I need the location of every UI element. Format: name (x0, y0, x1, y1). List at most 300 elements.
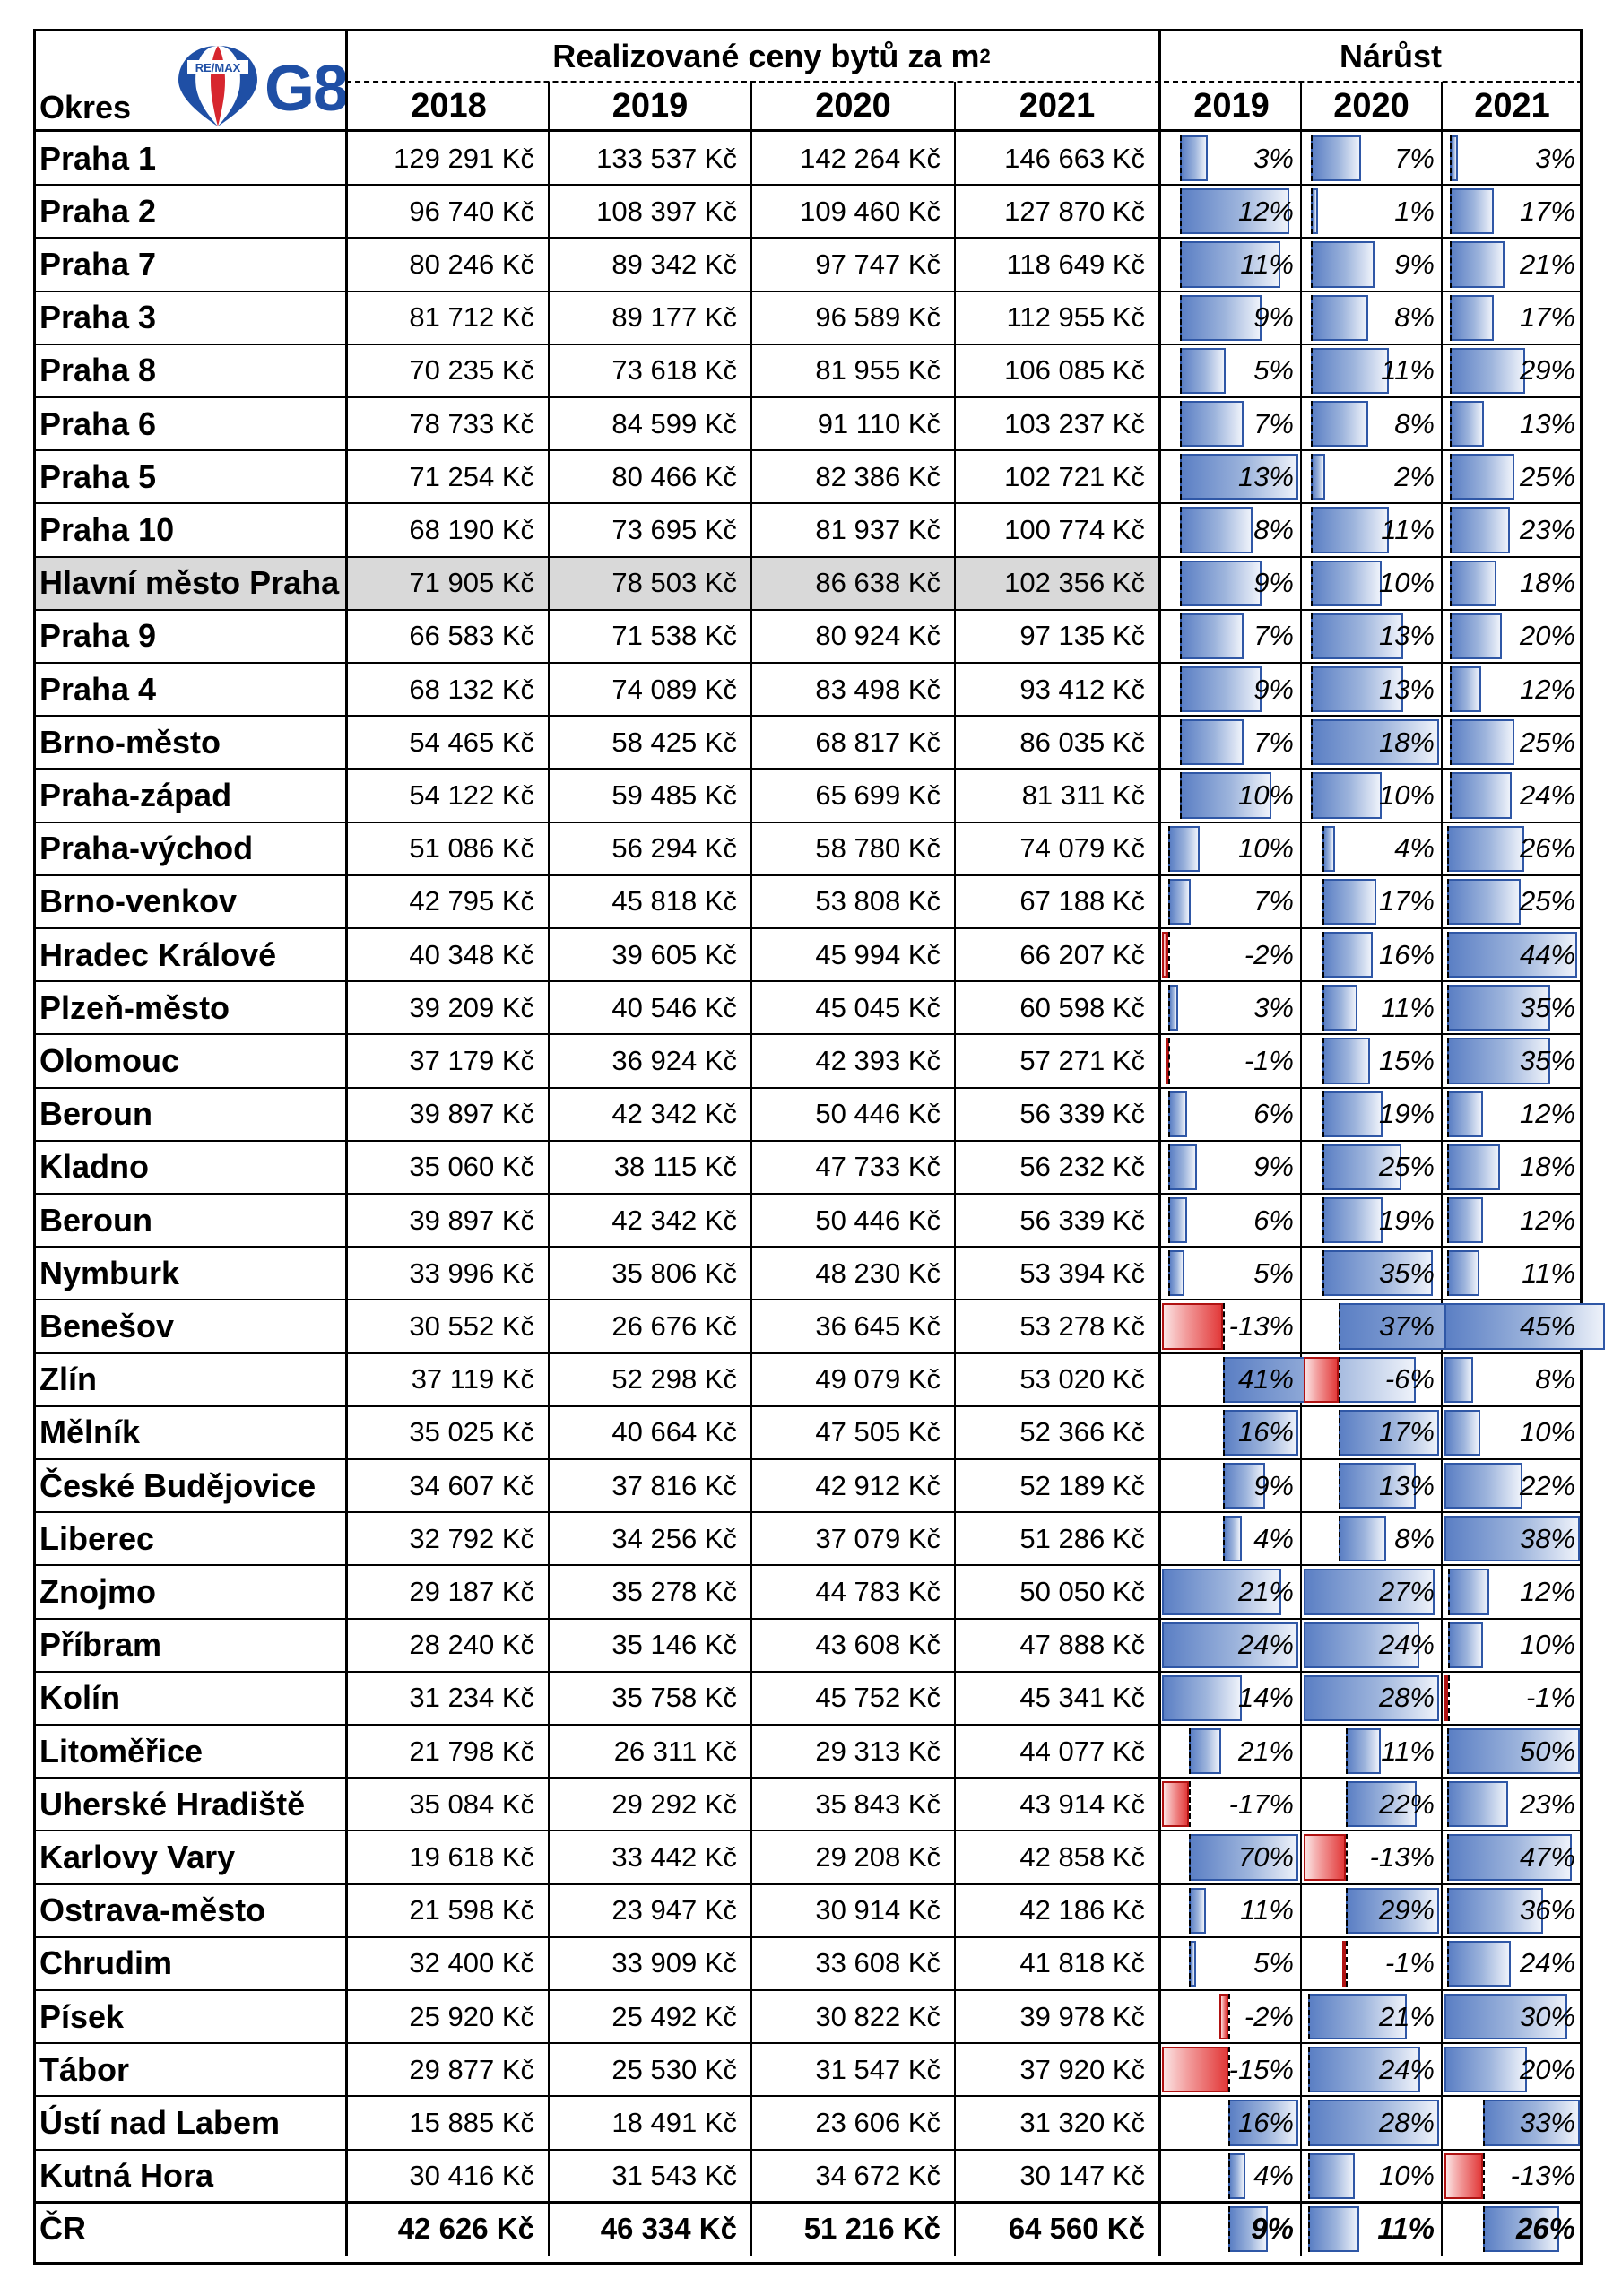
price-cell: 21 798 Kč (409, 1735, 534, 1767)
district-name: Kladno (39, 1148, 149, 1186)
zero-axis (1311, 135, 1313, 181)
zero-axis (1448, 1675, 1450, 1721)
price-cell: 30 147 Kč (1019, 2160, 1145, 2192)
price-cell: 89 177 Kč (611, 301, 737, 334)
growth-percent: 13% (1378, 1469, 1435, 1501)
district-name: Tábor (39, 2050, 130, 2088)
price-cell: 102 356 Kč (1004, 567, 1145, 599)
price-cell: 100 774 Kč (1004, 513, 1145, 545)
price-year-header: 2021 (1019, 86, 1096, 125)
district-name: Praha 3 (39, 299, 157, 336)
table-row (36, 1353, 1580, 1406)
zero-axis (1308, 2206, 1310, 2252)
zero-axis (1168, 1038, 1170, 1083)
table-row (36, 1247, 1580, 1300)
growth-percent: 18% (1519, 567, 1575, 599)
column-divider (750, 82, 752, 2256)
growth-percent: 11% (1240, 248, 1294, 280)
zero-axis (1228, 2047, 1230, 2092)
price-cell: 50 050 Kč (1019, 1575, 1145, 1607)
growth-percent: 16% (1237, 1416, 1294, 1448)
zero-axis (1311, 772, 1313, 818)
zero-axis (1223, 1410, 1225, 1456)
district-name: Zlín (39, 1361, 97, 1398)
price-cell: 96 589 Kč (815, 301, 941, 334)
growth-year-header: 2019 (1193, 86, 1270, 125)
district-name: Ústí nad Labem (39, 2103, 281, 2141)
price-cell: 42 626 Kč (397, 2212, 534, 2246)
growth-percent: 8% (1394, 407, 1435, 439)
zero-axis (1450, 772, 1452, 818)
zero-axis (1223, 1357, 1225, 1403)
growth-percent: 14% (1237, 1682, 1294, 1714)
growth-percent: 18% (1378, 726, 1435, 758)
price-cell: 108 397 Kč (596, 195, 737, 227)
growth-percent: 12% (1519, 1098, 1575, 1130)
zero-axis (1447, 1781, 1449, 1827)
price-cell: 32 792 Kč (409, 1522, 534, 1554)
price-cell: 40 546 Kč (611, 991, 737, 1023)
price-cell: 39 897 Kč (409, 1098, 534, 1130)
zero-axis (1168, 1197, 1170, 1243)
zero-axis (1180, 188, 1182, 234)
growth-percent: -2% (1244, 938, 1294, 970)
growth-percent: 10% (1378, 2160, 1435, 2192)
price-cell: 53 394 Kč (1019, 1257, 1145, 1289)
price-cell: 35 806 Kč (611, 1257, 737, 1289)
price-cell: 74 079 Kč (1019, 832, 1145, 865)
district-name: Uherské Hradiště (39, 1785, 306, 1822)
growth-percent: 9% (1251, 2212, 1294, 2246)
price-cell: 30 416 Kč (409, 2160, 534, 2192)
price-cell: 42 186 Kč (1019, 1894, 1145, 1926)
price-cell: 29 313 Kč (815, 1735, 941, 1767)
zero-axis (1311, 666, 1313, 712)
zero-axis (1450, 135, 1452, 181)
price-cell: 40 664 Kč (611, 1416, 737, 1448)
price-cell: 23 947 Kč (611, 1894, 737, 1926)
growth-percent: 7% (1253, 620, 1294, 652)
growth-percent: 13% (1519, 407, 1575, 439)
zero-axis (1346, 1728, 1348, 1774)
table-row (36, 2043, 1580, 2096)
price-cell: 52 298 Kč (611, 1363, 737, 1396)
district-name: Karlovy Vary (39, 1838, 236, 1875)
zero-axis (1448, 1569, 1450, 1614)
column-divider (548, 82, 550, 2256)
district-name: Liberec (39, 1519, 155, 1557)
growth-percent: 12% (1519, 1204, 1575, 1236)
price-cell: 109 460 Kč (800, 195, 941, 227)
table-row (36, 716, 1580, 769)
zero-axis (1311, 188, 1313, 234)
price-cell: 103 237 Kč (1004, 407, 1145, 439)
zero-axis (1450, 719, 1452, 765)
price-cell: 42 858 Kč (1019, 1840, 1145, 1873)
growth-percent: 24% (1237, 1629, 1294, 1661)
zero-axis (1228, 2153, 1230, 2199)
zero-axis (1311, 348, 1313, 394)
price-cell: 30 914 Kč (815, 1894, 941, 1926)
zero-axis (1189, 1834, 1191, 1880)
growth-percent: 11% (1377, 2212, 1435, 2246)
zero-axis (1322, 1250, 1324, 1296)
prices-title-sup: 2 (979, 44, 991, 67)
zero-axis (1450, 348, 1452, 394)
price-cell: 73 618 Kč (611, 354, 737, 387)
district-name: Praha 10 (39, 510, 175, 548)
price-cell: 50 446 Kč (815, 1204, 941, 1236)
price-cell: 81 937 Kč (815, 513, 941, 545)
table-row (36, 1512, 1580, 1565)
zero-axis (1346, 1888, 1348, 1934)
price-year-header: 2020 (815, 86, 891, 125)
growth-percent: 13% (1237, 460, 1294, 492)
growth-percent: 11% (1381, 991, 1435, 1023)
growth-percent: 20% (1519, 620, 1575, 652)
price-cell: 74 089 Kč (611, 673, 737, 705)
price-cell: 53 808 Kč (815, 885, 941, 918)
price-cell: 73 695 Kč (611, 513, 737, 545)
district-name: Beroun (39, 1201, 152, 1239)
zero-axis (1447, 932, 1449, 978)
table-row (36, 2150, 1580, 2203)
price-cell: 21 598 Kč (409, 1894, 534, 1926)
price-cell: 37 119 Kč (411, 1363, 534, 1396)
growth-percent: 33% (1519, 2106, 1575, 2138)
price-cell: 54 122 Kč (409, 778, 534, 811)
growth-percent: 11% (1240, 1894, 1294, 1926)
growth-percent: 16% (1378, 938, 1435, 970)
growth-percent: 50% (1519, 1735, 1575, 1767)
growth-percent: 22% (1519, 1469, 1575, 1501)
zero-axis (1450, 507, 1452, 552)
zero-axis (1311, 507, 1313, 552)
zero-axis (1228, 1994, 1230, 2039)
price-cell: 19 618 Kč (409, 1840, 534, 1873)
zero-axis (1189, 1781, 1191, 1827)
district-name: Beroun (39, 1095, 152, 1133)
total-row (36, 2203, 1580, 2256)
growth-percent: 5% (1253, 354, 1294, 387)
zero-axis (1311, 454, 1313, 500)
growth-percent: 19% (1378, 1098, 1435, 1130)
price-cell: 37 179 Kč (409, 1044, 534, 1076)
growth-percent: 21% (1378, 2000, 1435, 2032)
district-name: Benešov (39, 1307, 175, 1344)
zero-axis (1322, 985, 1324, 1031)
zero-axis (1168, 1144, 1170, 1190)
growth-percent: -13% (1369, 1840, 1435, 1873)
price-cell: 86 638 Kč (815, 567, 941, 599)
zero-axis (1311, 719, 1313, 765)
price-cell: 25 530 Kč (611, 2053, 737, 2085)
price-cell: 133 537 Kč (596, 142, 737, 174)
growth-title: Nárůst (1339, 37, 1443, 74)
price-cell: 35 278 Kč (611, 1575, 737, 1607)
district-name: Ostrava-město (39, 1892, 266, 1929)
growth-percent: 21% (1519, 248, 1575, 280)
growth-percent: 6% (1253, 1204, 1294, 1236)
growth-percent: 30% (1519, 2000, 1575, 2032)
price-cell: 66 583 Kč (409, 620, 534, 652)
zero-axis (1311, 561, 1313, 606)
price-cell: 64 560 Kč (1008, 2212, 1145, 2246)
growth-percent: 11% (1381, 354, 1435, 387)
zero-axis (1450, 188, 1452, 234)
price-cell: 25 920 Kč (409, 2000, 534, 2032)
growth-percent: -1% (1525, 1682, 1575, 1714)
price-cell: 46 334 Kč (600, 2212, 737, 2246)
price-cell: 42 393 Kč (815, 1044, 941, 1076)
growth-percent: 18% (1519, 1151, 1575, 1183)
table-row (36, 822, 1580, 875)
table-row (36, 238, 1580, 291)
price-cell: 35 025 Kč (409, 1416, 534, 1448)
price-cell: 39 978 Kč (1019, 2000, 1145, 2032)
price-cell: 51 086 Kč (409, 832, 534, 865)
growth-percent: 17% (1378, 885, 1435, 918)
price-cell: 118 649 Kč (1006, 248, 1145, 280)
price-cell: 47 888 Kč (1019, 1629, 1145, 1661)
zero-axis (1339, 1303, 1340, 1349)
district-name: Brno-venkov (39, 883, 238, 920)
price-cell: 29 292 Kč (611, 1787, 737, 1820)
zero-axis (1450, 613, 1452, 659)
price-cell: 57 271 Kč (1019, 1044, 1145, 1076)
district-name: Chrudim (39, 1944, 172, 1982)
zero-axis (1223, 1516, 1225, 1561)
district-name: Olomouc (39, 1041, 180, 1079)
price-cell: 31 234 Kč (409, 1682, 534, 1714)
growth-percent: 15% (1378, 1044, 1435, 1076)
price-cell: 32 400 Kč (409, 1947, 534, 1979)
price-cell: 60 598 Kč (1019, 991, 1145, 1023)
growth-percent: 8% (1394, 1522, 1435, 1554)
growth-percent: -13% (1510, 2160, 1575, 2192)
growth-percent: 24% (1519, 778, 1575, 811)
table-row (36, 1831, 1580, 1883)
price-cell: 80 924 Kč (815, 620, 941, 652)
growth-percent: 11% (1381, 1735, 1435, 1767)
price-cell: 31 543 Kč (611, 2160, 737, 2192)
district-name: Litoměřice (39, 1732, 204, 1770)
prices-title-text: Realizované ceny bytů za m (552, 37, 980, 74)
header-dashed-line (346, 81, 1583, 83)
zero-axis (1346, 1781, 1348, 1827)
price-cell: 33 608 Kč (815, 1947, 941, 1979)
growth-percent: 44% (1519, 938, 1575, 970)
price-cell: 84 599 Kč (611, 407, 737, 439)
growth-percent: 23% (1519, 1787, 1575, 1820)
growth-percent: 3% (1253, 991, 1294, 1023)
growth-percent: 37% (1378, 1309, 1435, 1342)
zero-axis (1168, 1091, 1170, 1137)
growth-percent: 17% (1378, 1416, 1435, 1448)
table-row (36, 1778, 1580, 1831)
district-name: ČR (39, 2210, 86, 2248)
price-cell: 39 897 Kč (409, 1204, 534, 1236)
price-cell: 44 783 Kč (815, 1575, 941, 1607)
district-name: Nymburk (39, 1254, 180, 1292)
price-cell: 33 996 Kč (409, 1257, 534, 1289)
zero-axis (1180, 507, 1182, 552)
okres-header: Okres (39, 89, 132, 126)
table-row (36, 1990, 1580, 2043)
price-cell: 129 291 Kč (394, 142, 534, 174)
growth-percent: 38% (1519, 1522, 1575, 1554)
price-table (33, 29, 1583, 2265)
price-cell: 78 733 Kč (409, 407, 534, 439)
price-cell: 65 699 Kč (815, 778, 941, 811)
price-cell: 89 342 Kč (611, 248, 737, 280)
price-cell: 58 780 Kč (815, 832, 941, 865)
price-cell: 51 216 Kč (803, 2212, 941, 2246)
price-cell: 50 446 Kč (815, 1098, 941, 1130)
zero-axis (1180, 719, 1182, 765)
district-name: Praha 6 (39, 404, 157, 442)
zero-axis (1223, 1303, 1225, 1349)
zero-axis (1339, 1463, 1340, 1509)
growth-percent: 13% (1378, 620, 1435, 652)
growth-percent: 36% (1519, 1894, 1575, 1926)
price-cell: 59 485 Kč (611, 778, 737, 811)
growth-percent: 22% (1378, 1787, 1435, 1820)
district-name: Plzeň-město (39, 988, 230, 1026)
district-name: Písek (39, 1997, 125, 2035)
price-cell: 37 816 Kč (611, 1469, 737, 1501)
price-cell: 80 246 Kč (409, 248, 534, 280)
growth-percent: 8% (1535, 1363, 1575, 1396)
zero-axis (1180, 295, 1182, 341)
price-cell: 42 342 Kč (611, 1204, 737, 1236)
price-cell: 71 905 Kč (409, 567, 534, 599)
district-name: Kutná Hora (39, 2157, 214, 2195)
price-cell: 96 740 Kč (409, 195, 534, 227)
price-cell: 41 818 Kč (1019, 1947, 1145, 1979)
district-name: Mělník (39, 1413, 141, 1451)
table-row (36, 1884, 1580, 1937)
price-cell: 81 311 Kč (1021, 778, 1145, 811)
zero-axis (1339, 1357, 1340, 1403)
price-cell: 93 412 Kč (1019, 673, 1145, 705)
table-row (36, 185, 1580, 238)
table-row (36, 1459, 1580, 1512)
zero-axis (1189, 1888, 1191, 1934)
price-cell: 70 235 Kč (409, 354, 534, 387)
price-cell: 45 045 Kč (815, 991, 941, 1023)
growth-percent: 9% (1253, 1469, 1294, 1501)
zero-axis (1450, 401, 1452, 447)
price-cell: 83 498 Kč (815, 673, 941, 705)
growth-percent: 12% (1519, 1575, 1575, 1607)
growth-percent: 21% (1237, 1735, 1294, 1767)
price-cell: 58 425 Kč (611, 726, 737, 758)
growth-percent: 4% (1253, 1522, 1294, 1554)
price-cell: 30 552 Kč (409, 1309, 534, 1342)
zero-axis (1483, 2206, 1485, 2252)
zero-axis (1322, 1144, 1324, 1190)
zero-axis (1346, 1941, 1348, 1987)
price-cell: 31 547 Kč (815, 2053, 941, 2085)
table-row (36, 1725, 1580, 1778)
price-year-header: 2019 (611, 86, 689, 125)
table-row (36, 450, 1580, 503)
price-cell: 53 278 Kč (1019, 1309, 1145, 1342)
table-row (36, 981, 1580, 1034)
price-cell: 45 818 Kč (611, 885, 737, 918)
zero-axis (1168, 932, 1170, 978)
growth-percent: 9% (1394, 248, 1435, 280)
zero-axis (1447, 1250, 1449, 1296)
price-cell: 68 132 Kč (409, 673, 534, 705)
growth-percent: 9% (1253, 567, 1294, 599)
zero-axis (1322, 879, 1324, 925)
price-cell: 33 442 Kč (611, 1840, 737, 1873)
price-cell: 34 607 Kč (409, 1469, 534, 1501)
table-row (36, 1194, 1580, 1247)
zero-axis (1180, 348, 1182, 394)
table-row (36, 663, 1580, 716)
zero-axis (1447, 1144, 1449, 1190)
table-row (36, 1088, 1580, 1141)
district-name: Praha 4 (39, 670, 157, 708)
district-name: Praha 7 (39, 245, 157, 283)
table-row (36, 2096, 1580, 2149)
growth-percent: 3% (1253, 142, 1294, 174)
table-row (36, 1300, 1580, 1352)
price-cell: 48 230 Kč (815, 1257, 941, 1289)
table-row (36, 557, 1580, 610)
price-cell: 15 885 Kč (409, 2106, 534, 2138)
price-cell: 146 663 Kč (1004, 142, 1145, 174)
price-cell: 30 822 Kč (815, 2000, 941, 2032)
price-cell: 35 146 Kč (611, 1629, 737, 1661)
svg-text:RE/MAX: RE/MAX (195, 61, 241, 74)
zero-axis (1180, 135, 1182, 181)
price-cell: 81 712 Kč (409, 301, 534, 334)
growth-percent: 9% (1253, 1151, 1294, 1183)
growth-percent: -1% (1244, 1044, 1294, 1076)
price-cell: 97 135 Kč (1019, 620, 1145, 652)
zero-axis (1308, 2100, 1310, 2145)
zero-axis (1168, 1250, 1170, 1296)
price-cell: 35 084 Kč (409, 1787, 534, 1820)
price-cell: 26 676 Kč (611, 1309, 737, 1342)
zero-axis (1483, 2100, 1485, 2145)
column-divider (954, 82, 956, 2256)
price-cell: 43 914 Kč (1019, 1787, 1145, 1820)
growth-percent: 11% (1522, 1257, 1575, 1289)
price-cell: 52 189 Kč (1019, 1469, 1145, 1501)
growth-year-header: 2021 (1474, 86, 1550, 125)
zero-axis (1180, 454, 1182, 500)
price-cell: 39 209 Kč (409, 991, 534, 1023)
price-cell: 67 188 Kč (1019, 885, 1145, 918)
zero-axis (1322, 1038, 1324, 1083)
growth-percent: 35% (1378, 1257, 1435, 1289)
zero-axis (1180, 241, 1182, 287)
table-row (36, 1937, 1580, 1990)
price-cell: 56 232 Kč (1019, 1151, 1145, 1183)
price-cell: 31 320 Kč (1019, 2106, 1145, 2138)
zero-axis (1447, 1834, 1449, 1880)
district-name: Praha 9 (39, 617, 157, 655)
growth-percent: 10% (1378, 567, 1435, 599)
price-cell: 23 606 Kč (815, 2106, 941, 2138)
zero-axis (1483, 2153, 1485, 2199)
price-cell: 34 672 Kč (815, 2160, 941, 2192)
